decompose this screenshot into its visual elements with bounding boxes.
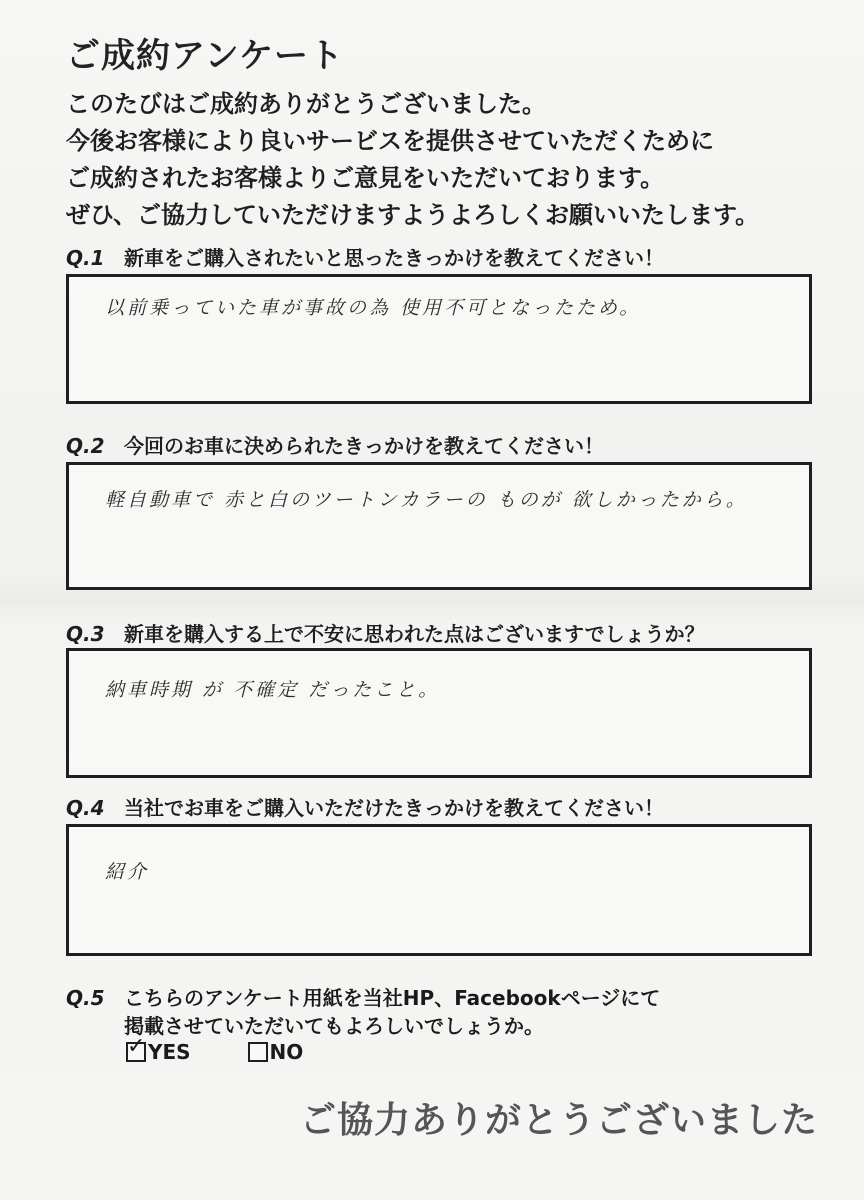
question-text: 当社でお車をご購入いただけたきっかけを教えてください！ (124, 796, 664, 820)
thank-you-footer: ご協力ありがとうございました (300, 1100, 819, 1141)
yes-label: YES (148, 1040, 191, 1064)
answer-text: 軽自動車で 赤と白のツートンカラーの ものが 欲しかったから。 (105, 489, 748, 511)
yes-checkbox[interactable] (126, 1034, 146, 1062)
intro-line: ぜひ、ご協力していただけますようよろしくお願いいたします。 (66, 201, 760, 229)
intro-text (66, 86, 759, 234)
question-4 (66, 794, 664, 822)
answer-box-2[interactable] (66, 462, 812, 590)
question-number: Q.1 (66, 246, 105, 270)
no-option[interactable] (248, 1040, 304, 1064)
check-icon: ✓ (127, 1034, 146, 1059)
question-number: Q.4 (66, 796, 105, 820)
question-3 (66, 620, 705, 648)
answer-text: 納車時期 が 不確定 だったこと。 (105, 679, 441, 701)
yes-option[interactable] (126, 1034, 191, 1064)
question-5 (66, 984, 660, 1040)
question-text: 今回のお車に決められたきっかけを教えてください！ (124, 434, 604, 458)
answer-box-1[interactable] (66, 274, 812, 404)
question-text: 掲載させていただいてもよろしいでしょうか。 (124, 1014, 544, 1038)
question-2 (66, 432, 604, 460)
intro-line: 今後お客様により良いサービスを提供させていただくために (66, 127, 714, 155)
question-number: Q.5 (66, 986, 105, 1010)
answer-box-4[interactable] (66, 824, 812, 956)
answer-text: 以前乗っていた車が事故の為 使用不可となったため。 (105, 297, 642, 319)
answer-text: 紹介 (105, 861, 150, 883)
consent-choices (126, 1034, 353, 1067)
question-number: Q.3 (66, 622, 105, 646)
answer-box-3[interactable] (66, 648, 812, 778)
no-label: NO (269, 1040, 304, 1064)
question-1 (66, 244, 664, 272)
question-number: Q.2 (66, 434, 105, 458)
no-checkbox[interactable] (248, 1042, 268, 1062)
question-text: こちらのアンケート用紙を当社HP、Facebookページにて (124, 986, 661, 1010)
question-text: 新車を購入する上で不安に思われた点はございますでしょうか？ (124, 622, 705, 646)
page-title: ご成約アンケート (66, 36, 344, 76)
intro-line: このたびはご成約ありがとうございました。 (66, 90, 546, 118)
intro-line: ご成約されたお客様よりご意見をいただいております。 (66, 164, 665, 192)
question-text: 新車をご購入されたいと思ったきっかけを教えてください！ (124, 246, 664, 270)
